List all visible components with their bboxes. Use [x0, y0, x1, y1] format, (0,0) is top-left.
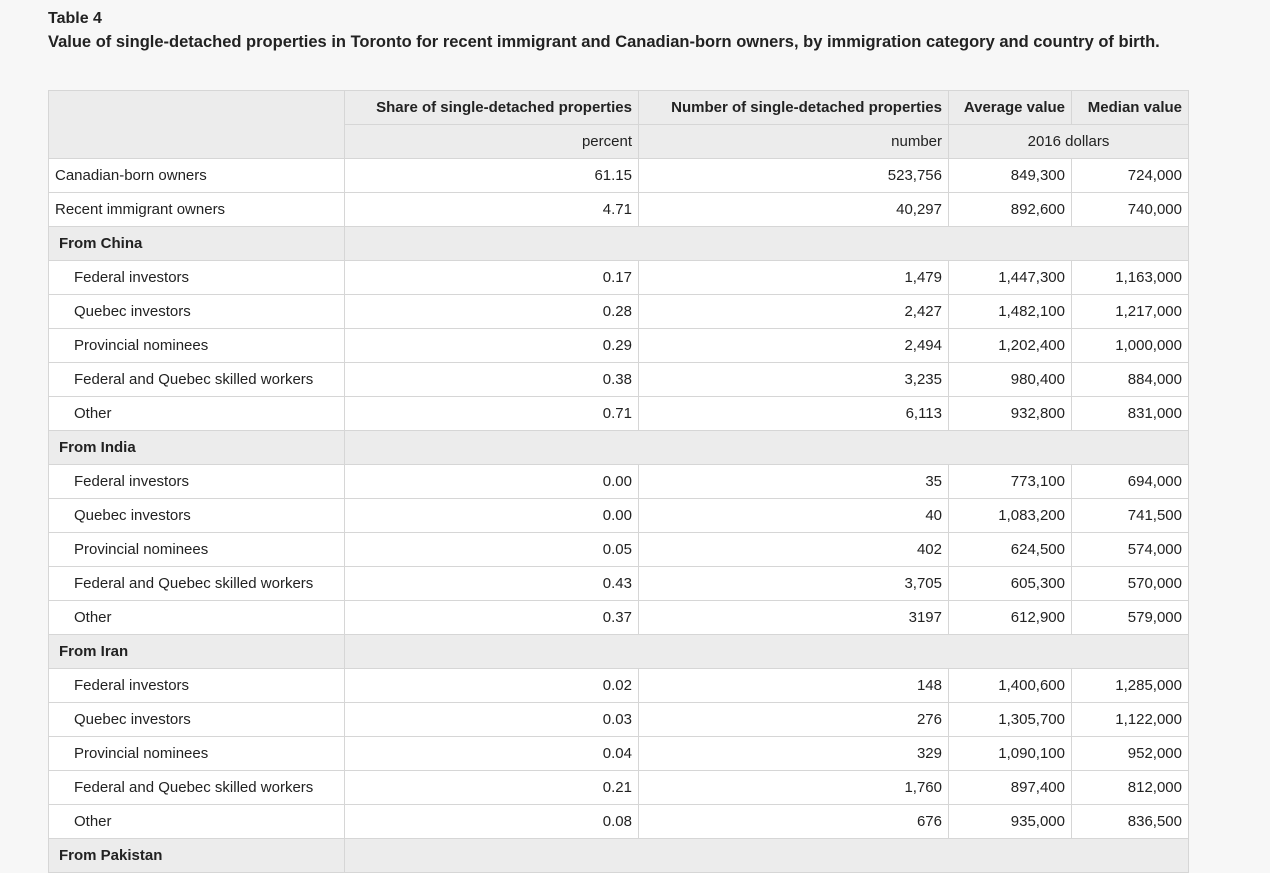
- average-value-cell: 1,482,100: [949, 295, 1072, 329]
- table-row: [49, 261, 1189, 295]
- median-value-cell: 1,122,000: [1072, 703, 1189, 737]
- row-label: Federal and Quebec skilled workers: [49, 567, 345, 601]
- number-cell: 2,427: [639, 295, 949, 329]
- number-cell: 3,235: [639, 363, 949, 397]
- share-cell: 0.37: [345, 601, 639, 635]
- median-value-cell: 741,500: [1072, 499, 1189, 533]
- average-value-cell: 849,300: [949, 159, 1072, 193]
- column-header-number: Number of single-detached properties: [639, 91, 949, 125]
- table-row: [49, 737, 1189, 771]
- average-value-cell: 624,500: [949, 533, 1072, 567]
- table-caption: [48, 8, 1198, 55]
- median-value-cell: 831,000: [1072, 397, 1189, 431]
- share-cell: 0.04: [345, 737, 639, 771]
- median-value-cell: 694,000: [1072, 465, 1189, 499]
- row-label: Other: [49, 805, 345, 839]
- group-label: From Iran: [49, 635, 345, 669]
- median-value-cell: 740,000: [1072, 193, 1189, 227]
- table-row: [49, 533, 1189, 567]
- average-value-cell: 897,400: [949, 771, 1072, 805]
- row-label: Other: [49, 601, 345, 635]
- row-label: Other: [49, 397, 345, 431]
- table-row: [49, 193, 1189, 227]
- average-value-cell: 980,400: [949, 363, 1072, 397]
- group-header-row: [49, 839, 1189, 873]
- number-cell: 40: [639, 499, 949, 533]
- column-header-share: Share of single-detached properties: [345, 91, 639, 125]
- average-value-cell: 773,100: [949, 465, 1072, 499]
- table-row: [49, 397, 1189, 431]
- share-cell: 0.17: [345, 261, 639, 295]
- share-cell: 0.38: [345, 363, 639, 397]
- median-value-cell: 1,285,000: [1072, 669, 1189, 703]
- row-label: Federal and Quebec skilled workers: [49, 363, 345, 397]
- table-row: [49, 499, 1189, 533]
- group-label: From China: [49, 227, 345, 261]
- median-value-cell: 884,000: [1072, 363, 1189, 397]
- row-label: Provincial nominees: [49, 533, 345, 567]
- number-cell: 1,760: [639, 771, 949, 805]
- table-row: [49, 363, 1189, 397]
- row-label: Federal investors: [49, 465, 345, 499]
- group-header-row: [49, 227, 1189, 261]
- median-value-cell: 1,000,000: [1072, 329, 1189, 363]
- median-value-cell: 724,000: [1072, 159, 1189, 193]
- median-value-cell: 836,500: [1072, 805, 1189, 839]
- table-row: [49, 703, 1189, 737]
- average-value-cell: 1,090,100: [949, 737, 1072, 771]
- unit-number: number: [639, 125, 949, 159]
- median-value-cell: 1,217,000: [1072, 295, 1189, 329]
- share-cell: 61.15: [345, 159, 639, 193]
- unit-dollars: 2016 dollars: [949, 125, 1189, 159]
- average-value-cell: 1,400,600: [949, 669, 1072, 703]
- median-value-cell: 952,000: [1072, 737, 1189, 771]
- average-value-cell: 1,305,700: [949, 703, 1072, 737]
- group-filler-cell: [345, 227, 1189, 261]
- row-label: Provincial nominees: [49, 329, 345, 363]
- number-cell: 40,297: [639, 193, 949, 227]
- table-row: [49, 601, 1189, 635]
- share-cell: 4.71: [345, 193, 639, 227]
- average-value-cell: 605,300: [949, 567, 1072, 601]
- group-header-row: [49, 431, 1189, 465]
- median-value-cell: 570,000: [1072, 567, 1189, 601]
- table-row: [49, 567, 1189, 601]
- table-row: [49, 329, 1189, 363]
- column-header-median: Median value: [1072, 91, 1189, 125]
- number-cell: 2,494: [639, 329, 949, 363]
- share-cell: 0.08: [345, 805, 639, 839]
- number-cell: 402: [639, 533, 949, 567]
- row-label: Provincial nominees: [49, 737, 345, 771]
- average-value-cell: 1,447,300: [949, 261, 1072, 295]
- table-title: Value of single-detached properties in Toronto for recent immigrant and Canadian-born owners, by immigration category and country of birth.: [48, 33, 1160, 51]
- average-value-cell: 1,202,400: [949, 329, 1072, 363]
- number-cell: 329: [639, 737, 949, 771]
- table-row: [49, 805, 1189, 839]
- table-row: [49, 159, 1189, 193]
- table-row: [49, 295, 1189, 329]
- average-value-cell: 935,000: [949, 805, 1072, 839]
- header-row: [49, 91, 1189, 125]
- group-filler-cell: [345, 839, 1189, 873]
- share-cell: 0.71: [345, 397, 639, 431]
- unit-percent: percent: [345, 125, 639, 159]
- column-header-average: Average value: [949, 91, 1072, 125]
- median-value-cell: 1,163,000: [1072, 261, 1189, 295]
- table-row: [49, 465, 1189, 499]
- group-label: From India: [49, 431, 345, 465]
- number-cell: 3197: [639, 601, 949, 635]
- group-label: From Pakistan: [49, 839, 345, 873]
- share-cell: 0.03: [345, 703, 639, 737]
- data-table: [48, 90, 1189, 873]
- row-label: Quebec investors: [49, 703, 345, 737]
- number-cell: 35: [639, 465, 949, 499]
- number-cell: 523,756: [639, 159, 949, 193]
- number-cell: 148: [639, 669, 949, 703]
- group-filler-cell: [345, 635, 1189, 669]
- row-label: Canadian-born owners: [49, 159, 345, 193]
- average-value-cell: 892,600: [949, 193, 1072, 227]
- number-cell: 676: [639, 805, 949, 839]
- average-value-cell: 612,900: [949, 601, 1072, 635]
- table-body: [49, 159, 1189, 873]
- share-cell: 0.43: [345, 567, 639, 601]
- share-cell: 0.21: [345, 771, 639, 805]
- corner-cell: [49, 91, 345, 159]
- row-label: Recent immigrant owners: [49, 193, 345, 227]
- table-row: [49, 771, 1189, 805]
- row-label: Federal investors: [49, 261, 345, 295]
- table-row: [49, 669, 1189, 703]
- average-value-cell: 932,800: [949, 397, 1072, 431]
- median-value-cell: 574,000: [1072, 533, 1189, 567]
- row-label: Federal investors: [49, 669, 345, 703]
- table-number: Table 4: [48, 10, 102, 27]
- share-cell: 0.28: [345, 295, 639, 329]
- row-label: Quebec investors: [49, 295, 345, 329]
- group-filler-cell: [345, 431, 1189, 465]
- share-cell: 0.02: [345, 669, 639, 703]
- share-cell: 0.05: [345, 533, 639, 567]
- number-cell: 1,479: [639, 261, 949, 295]
- median-value-cell: 579,000: [1072, 601, 1189, 635]
- number-cell: 6,113: [639, 397, 949, 431]
- number-cell: 3,705: [639, 567, 949, 601]
- share-cell: 0.00: [345, 499, 639, 533]
- number-cell: 276: [639, 703, 949, 737]
- average-value-cell: 1,083,200: [949, 499, 1072, 533]
- share-cell: 0.29: [345, 329, 639, 363]
- share-cell: 0.00: [345, 465, 639, 499]
- group-header-row: [49, 635, 1189, 669]
- row-label: Federal and Quebec skilled workers: [49, 771, 345, 805]
- row-label: Quebec investors: [49, 499, 345, 533]
- median-value-cell: 812,000: [1072, 771, 1189, 805]
